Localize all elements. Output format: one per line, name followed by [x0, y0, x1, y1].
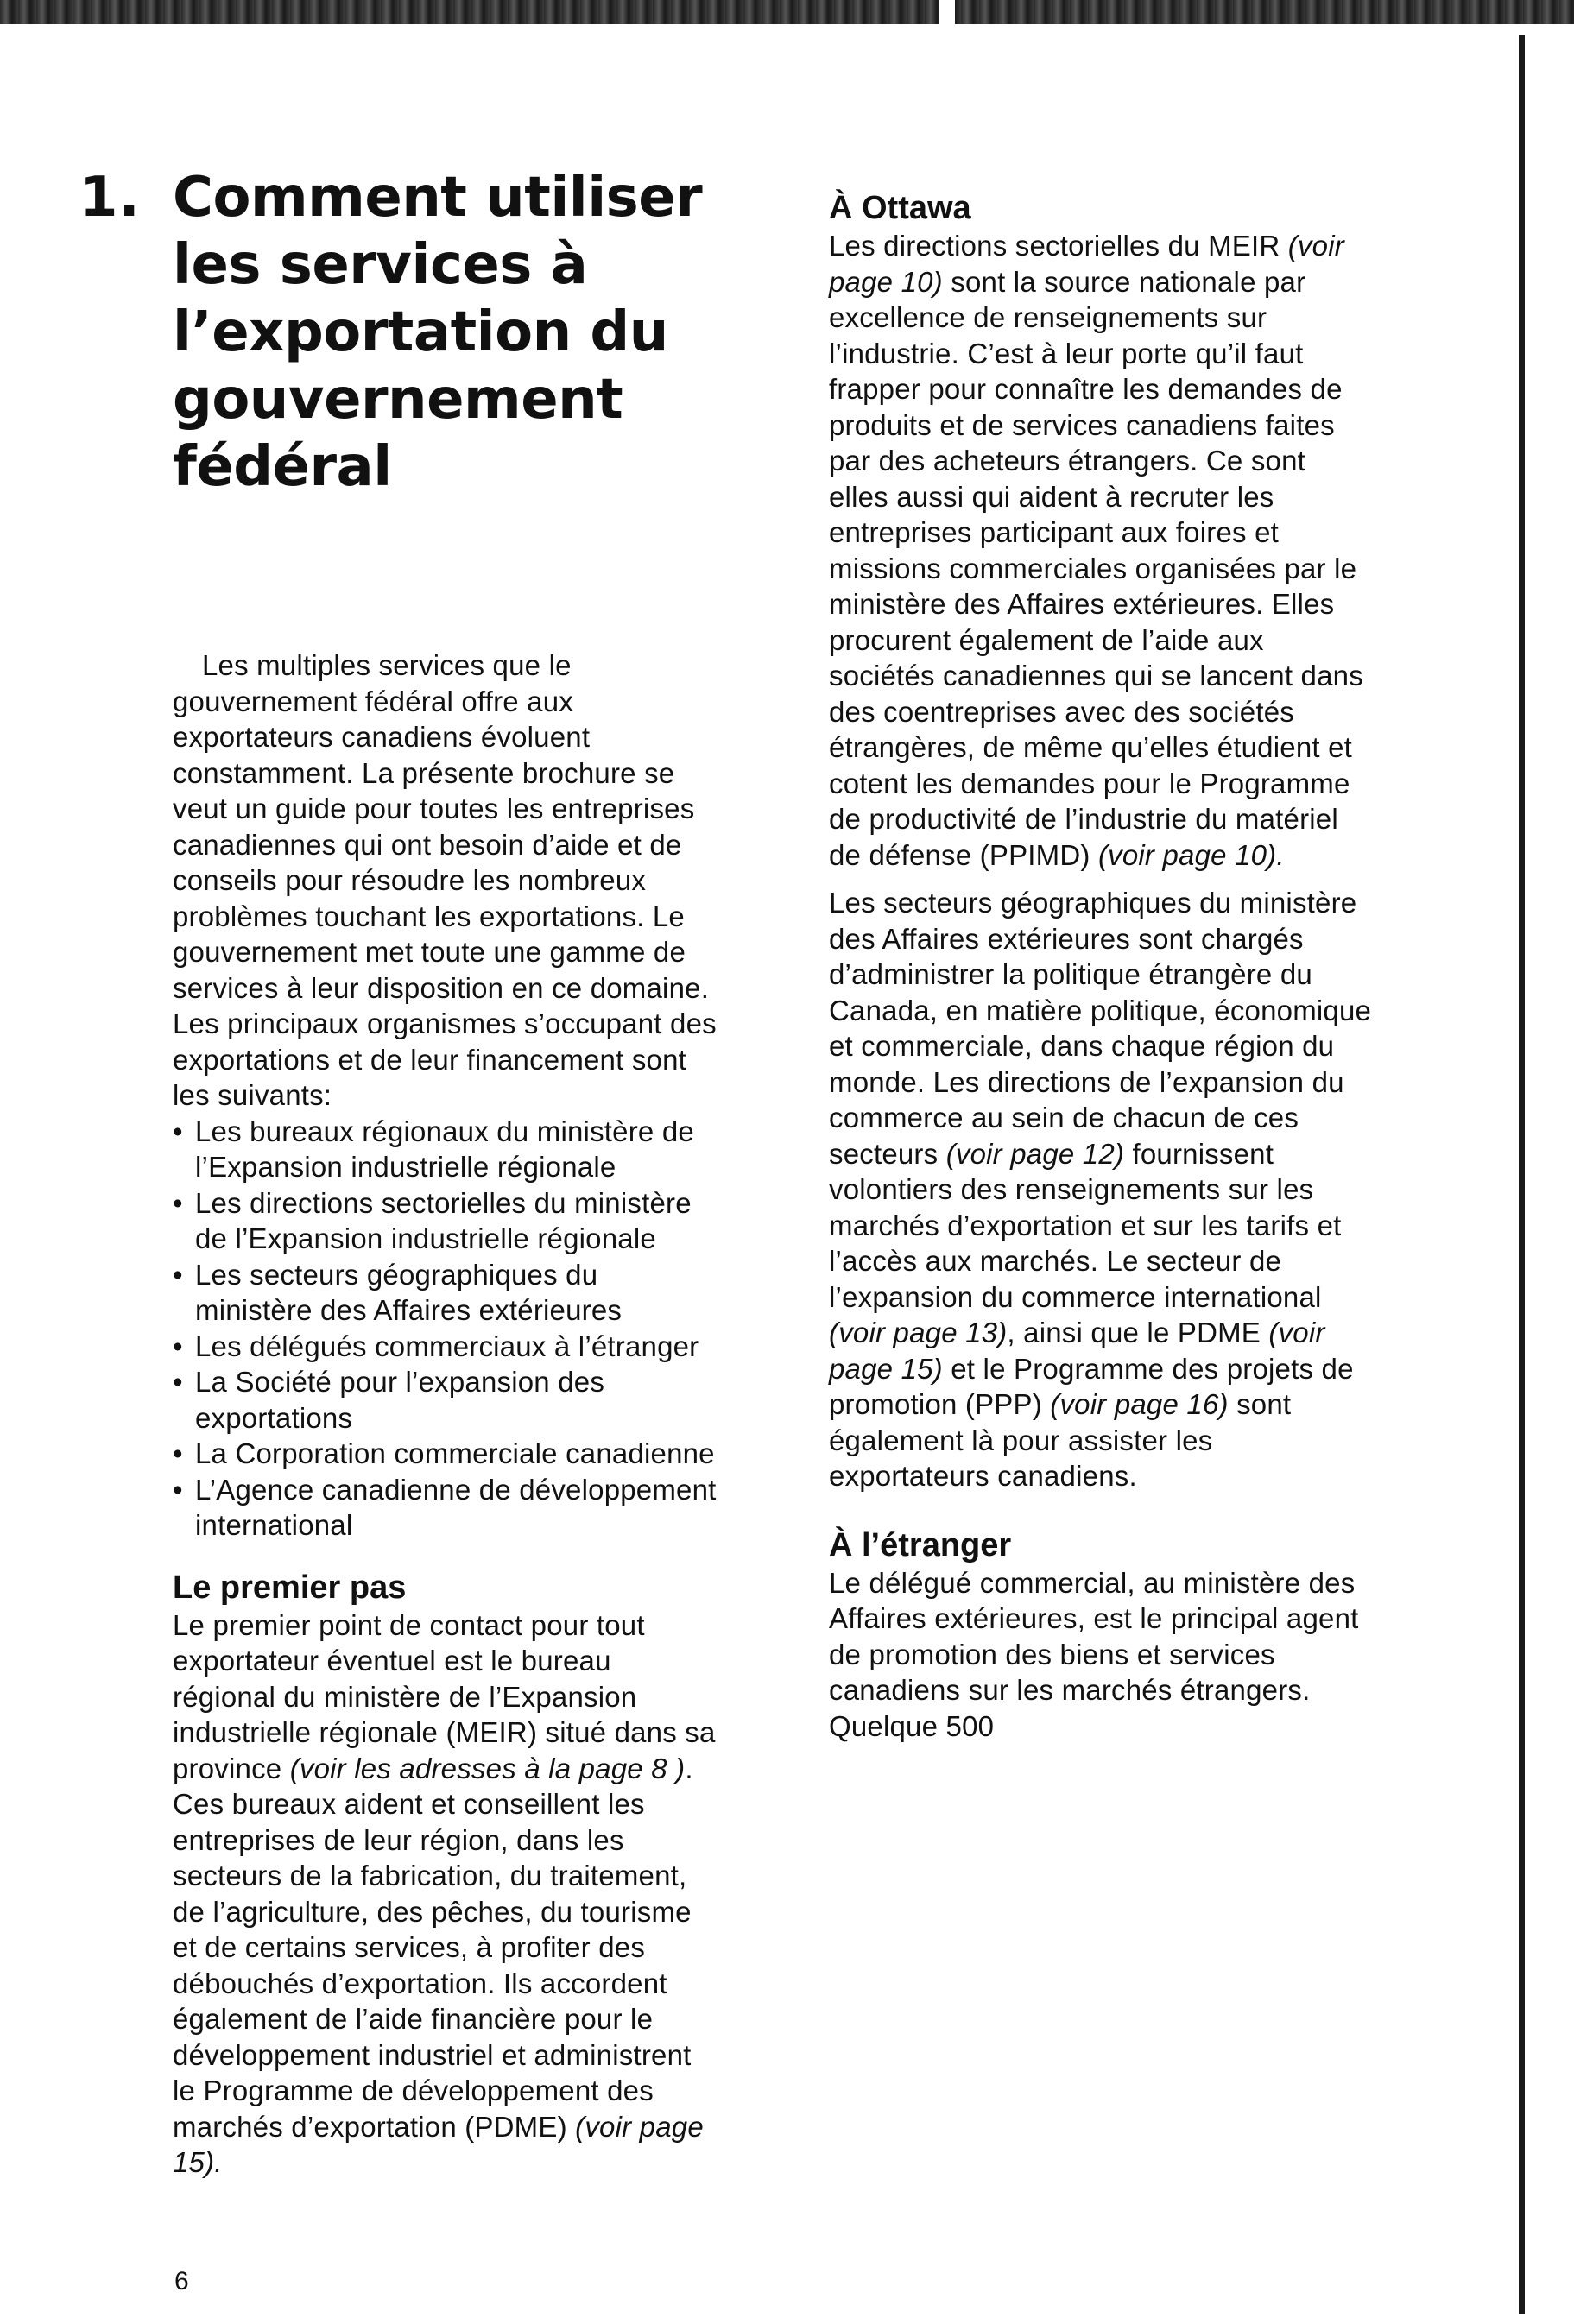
paragraph-text: fournissent volontiers des renseignements sur les marchés d’exportation et sur les tarifs et l’accès aux marchés. Le secteur de l’expansion du commerce international: [829, 1137, 1342, 1313]
page-reference: (voir page 10): [829, 230, 1344, 298]
top-border-gap: [939, 0, 955, 24]
list-item-text: Les bureaux régionaux du ministère de l’Expansion industrielle régionale: [195, 1115, 694, 1183]
bullet: •: [173, 1366, 183, 1398]
paragraph-text: Les secteurs géographiques du ministère des Affaires extérieures sont chargés d’administrer la politique étrangère du Canada, en matière politique, économique et commerciale, dans chaque région du monde. Les directions de l’expansion du commerce au sein de chacun de ces secteurs: [829, 887, 1372, 1170]
list-item: [173, 1436, 717, 1472]
etranger-paragraph: Le délégué commercial, au ministère des Affaires extérieures, est le principal agent de promotion des biens et services canadiens sur les marchés étrangers. Quelque 500: [829, 1566, 1359, 1742]
list-item-text: Les secteurs géographiques du ministère des Affaires extérieures: [195, 1258, 623, 1326]
list-item: [173, 1257, 717, 1329]
right-column: [829, 164, 1373, 1744]
organizations-list: [173, 1114, 717, 1544]
list-item-text: La Corporation commerciale canadienne: [195, 1437, 715, 1469]
list-item: [173, 1364, 717, 1436]
page-reference: (voir page 15).: [173, 2110, 704, 2178]
bullet: •: [173, 1115, 183, 1147]
bullet: •: [173, 1186, 183, 1219]
page-reference: (voir les adresses à la page 8 ): [289, 1752, 686, 1784]
paragraph-text: sont également là pour assister les exportateurs canadiens.: [829, 1388, 1292, 1492]
section-heading-premier-pas: Le premier pas: [173, 1569, 407, 1606]
right-border: [1519, 35, 1525, 2314]
premier-pas-paragraph: [173, 1607, 717, 2181]
bullet: •: [173, 1473, 183, 1506]
list-item-text: Les directions sectorielles du ministère de l’Expansion industrielle régionale: [195, 1186, 692, 1254]
page-reference: (voir page 12): [945, 1137, 1125, 1170]
page-reference: (voir page 16): [1050, 1388, 1229, 1420]
left-column: [79, 164, 717, 2181]
page-reference: (voir page 10).: [1097, 838, 1285, 871]
ottawa-paragraph-2: [829, 885, 1373, 1494]
list-item-text: L’Agence canadienne de développement international: [195, 1473, 717, 1541]
list-item: [173, 1185, 717, 1257]
paragraph-text: sont la source nationale par excellence de renseignements sur l’industrie. C’est à leur porte qu’il faut frapper pour connaître les demandes de produits et de services canadiens faites par des acheteurs étrangers. Ce sont elles aussi qui aident à recruter les entreprises participant aux foires et missions commerciales organisées par le ministère des Affaires extérieures. Elles procurent également de l’aide aux sociétés canadiennes qui se lancent dans des coentreprises avec des sociétés étrangères, de même qu’elles étudient et cotent les demandes pour le Programme de productivité de l’industrie du matériel de défense (PPIMD): [829, 265, 1363, 871]
intro-paragraph: Les multiples services que le gouvernement fédéral offre aux exportateurs canadiens évoluent constamment. La présente brochure se veut un guide pour toutes les entreprises canadiennes qui ont besoin d’aide et de conseils pour résoudre les nombreux problèmes touchant les exportations. Le gouvernement met toute une gamme de services à leur disposition en ce domaine. Les principaux organismes s’occupant des exportations et de leur financement sont les suivants:: [173, 649, 717, 1111]
list-item: [173, 1329, 717, 1365]
list-item-text: Les délégués commerciaux à l’étranger: [195, 1329, 699, 1362]
ottawa-paragraph-1: [829, 228, 1373, 873]
chapter-heading: [79, 164, 717, 647]
paragraph-text: et le Programme des projets de promotion (PPP): [829, 1352, 1354, 1420]
section-heading-ottawa: À Ottawa: [829, 190, 971, 226]
chapter-number: 1.: [79, 166, 141, 230]
section-heading-etranger: À l’étranger: [829, 1526, 1012, 1563]
page-number: 6: [174, 2267, 189, 2296]
chapter-title: Comment utiliser les services à l’exportation du gouvernement fédéral: [173, 166, 703, 499]
paragraph-text: Les directions sectorielles du MEIR: [829, 230, 1288, 262]
page-reference: (voir page 15): [829, 1317, 1325, 1385]
bullet: •: [173, 1437, 183, 1469]
bullet: •: [173, 1258, 183, 1291]
paragraph-text: . Ces bureaux aident et conseillent les entreprises de leur région, dans les secteurs de la fabrication, du traitement, de l’agriculture, des pêches, du tourisme et de certains services, à profiter des débouchés d’exportation. Ils accordent également de l’aide financière pour le développement industriel et administrent le Programme de développement des marchés d’exportation (PDME): [173, 1752, 693, 2143]
paragraph-text: Le premier point de contact pour tout exportateur éventuel est le bureau régional du ministère de l’Expansion industrielle régionale (MEIR) situé dans sa province: [173, 1608, 716, 1784]
list-item-text: La Société pour l’expansion des exportations: [195, 1366, 605, 1434]
list-item: [173, 1114, 717, 1185]
list-item: [173, 1472, 717, 1544]
paragraph-text: , ainsi que le PDME: [1007, 1317, 1269, 1348]
top-border: [0, 0, 1574, 24]
page-reference: (voir page 13): [829, 1317, 1008, 1348]
bullet: •: [173, 1329, 183, 1362]
